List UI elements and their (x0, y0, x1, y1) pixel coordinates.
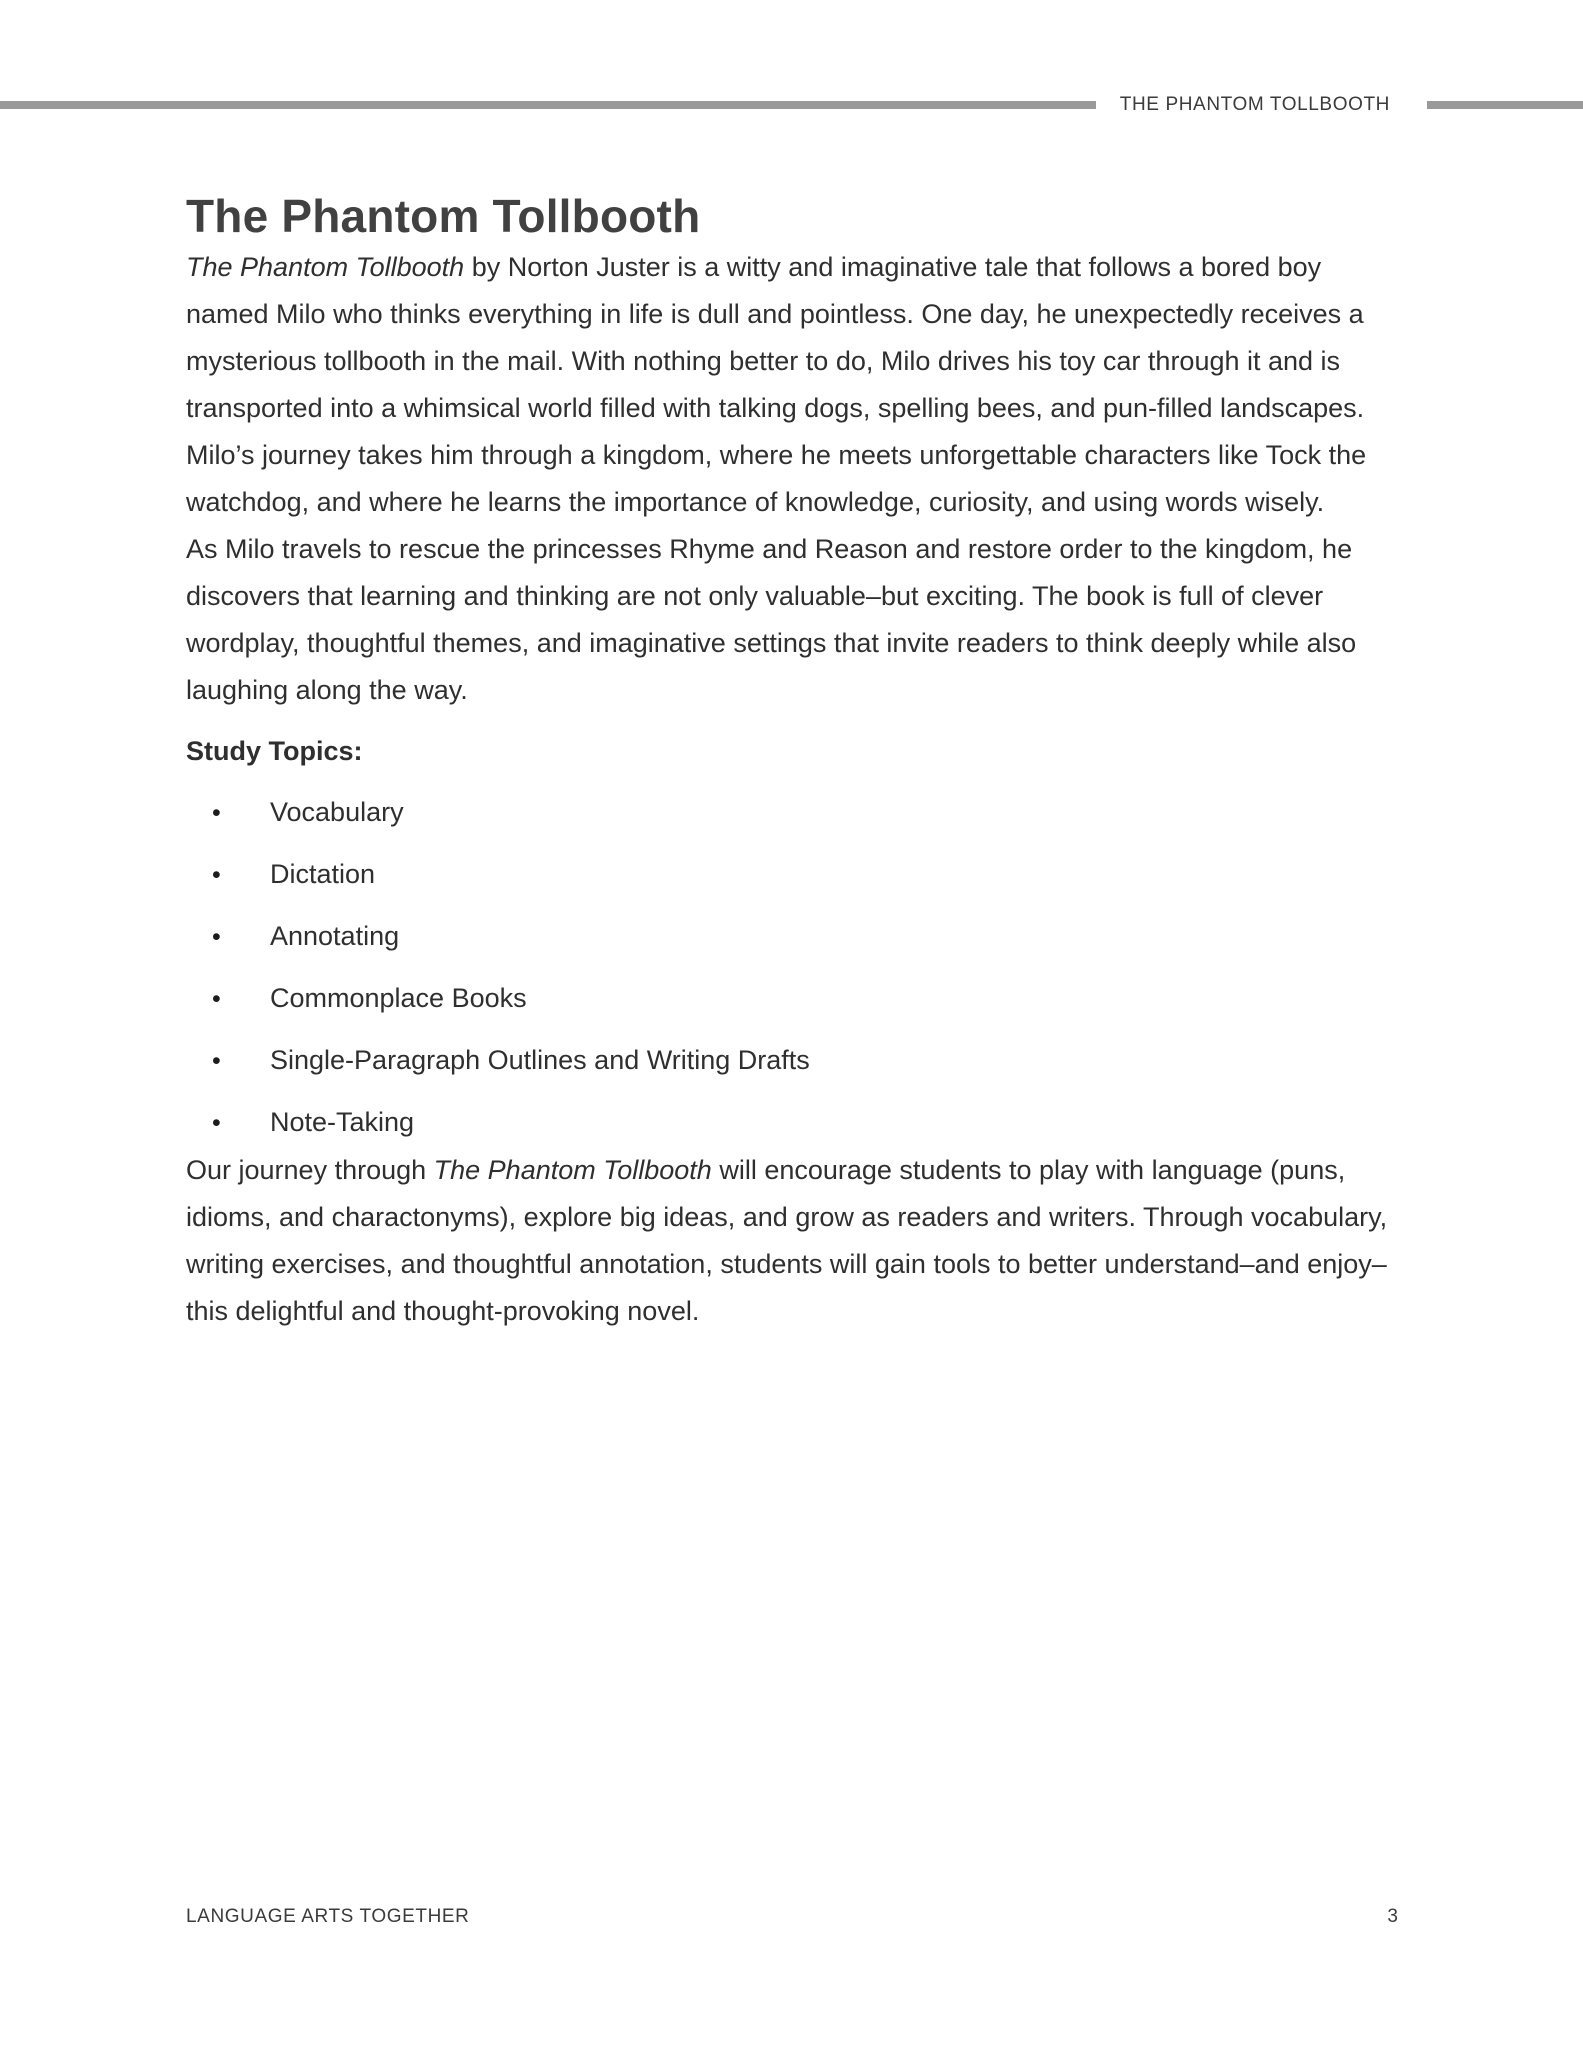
bullet-icon: • (212, 1047, 221, 1075)
list-item (186, 913, 1398, 961)
list-item (186, 975, 1398, 1023)
footer-imprint: LANGUAGE ARTS TOGETHER (186, 1906, 470, 1927)
intro-paragraph (186, 244, 1398, 526)
document-body (186, 188, 1398, 1335)
bullet-icon: • (212, 1109, 221, 1137)
study-topics-list (186, 789, 1398, 1147)
header-rule-left (0, 101, 1096, 109)
topic-label: Single-Paragraph Outlines and Writing Drafts (270, 1045, 810, 1075)
topic-label: Vocabulary (270, 797, 404, 827)
text-segment: Our journey through (186, 1155, 434, 1185)
list-item (186, 1037, 1398, 1085)
list-item (186, 789, 1398, 837)
topic-label: Note-Taking (270, 1107, 415, 1137)
page-header (0, 91, 1583, 119)
page-footer (186, 1906, 1398, 1928)
bullet-icon: • (212, 799, 221, 827)
text-segment: by Norton Juster is a witty and imaginative tale that follows a bored boy named Milo who thinks everything in life is dull and pointless. One day, he unexpectedly receives a mysterious tollbooth in the mail. With nothing better to do, Milo drives his toy car through it and is transported into a whimsical world filled with talking dogs, spelling bees, and pun-filled landscapes. Milo’s journey takes him through a kingdom, where he meets unforgettable characters like Tock the watchdog, and where he learns the importance of knowledge, curiosity, and using words wisely. (186, 252, 1367, 517)
bullet-icon: • (212, 985, 221, 1013)
second-paragraph (186, 526, 1398, 714)
study-topics-heading: Study Topics: (186, 736, 363, 766)
list-item (186, 1099, 1398, 1147)
bullet-icon: • (212, 861, 221, 889)
italic-book-title: The Phantom Tollbooth (433, 1155, 712, 1185)
closing-paragraph (186, 1147, 1398, 1335)
topic-label: Commonplace Books (270, 983, 527, 1013)
topic-label: Annotating (270, 921, 400, 951)
topic-label: Dictation (270, 859, 376, 889)
page-title: The Phantom Tollbooth (186, 190, 701, 242)
text-segment: will encourage students to play with language (puns, idioms, and charactonyms), explore big ideas, and grow as readers and writers. Through vocabulary, writing exercises, and thoughtful annotation, students will gain tools to better understand–and enjoy–this delightful and thought-provoking novel. (186, 1155, 1388, 1326)
header-rule-right (1427, 101, 1583, 109)
page-number: 3 (1387, 1906, 1398, 1927)
text-segment: As Milo travels to rescue the princesses Rhyme and Reason and restore order to the kingdom, he discovers that learning and thinking are not only valuable–but exciting. The book is full of clever wordplay, thoughtful themes, and imaginative settings that invite readers to think deeply while also laughing along the way. (186, 534, 1357, 705)
list-item (186, 851, 1398, 899)
running-title: THE PHANTOM TOLLBOOTH (1119, 94, 1390, 115)
italic-book-title: The Phantom Tollbooth (186, 252, 465, 282)
bullet-icon: • (212, 923, 221, 951)
